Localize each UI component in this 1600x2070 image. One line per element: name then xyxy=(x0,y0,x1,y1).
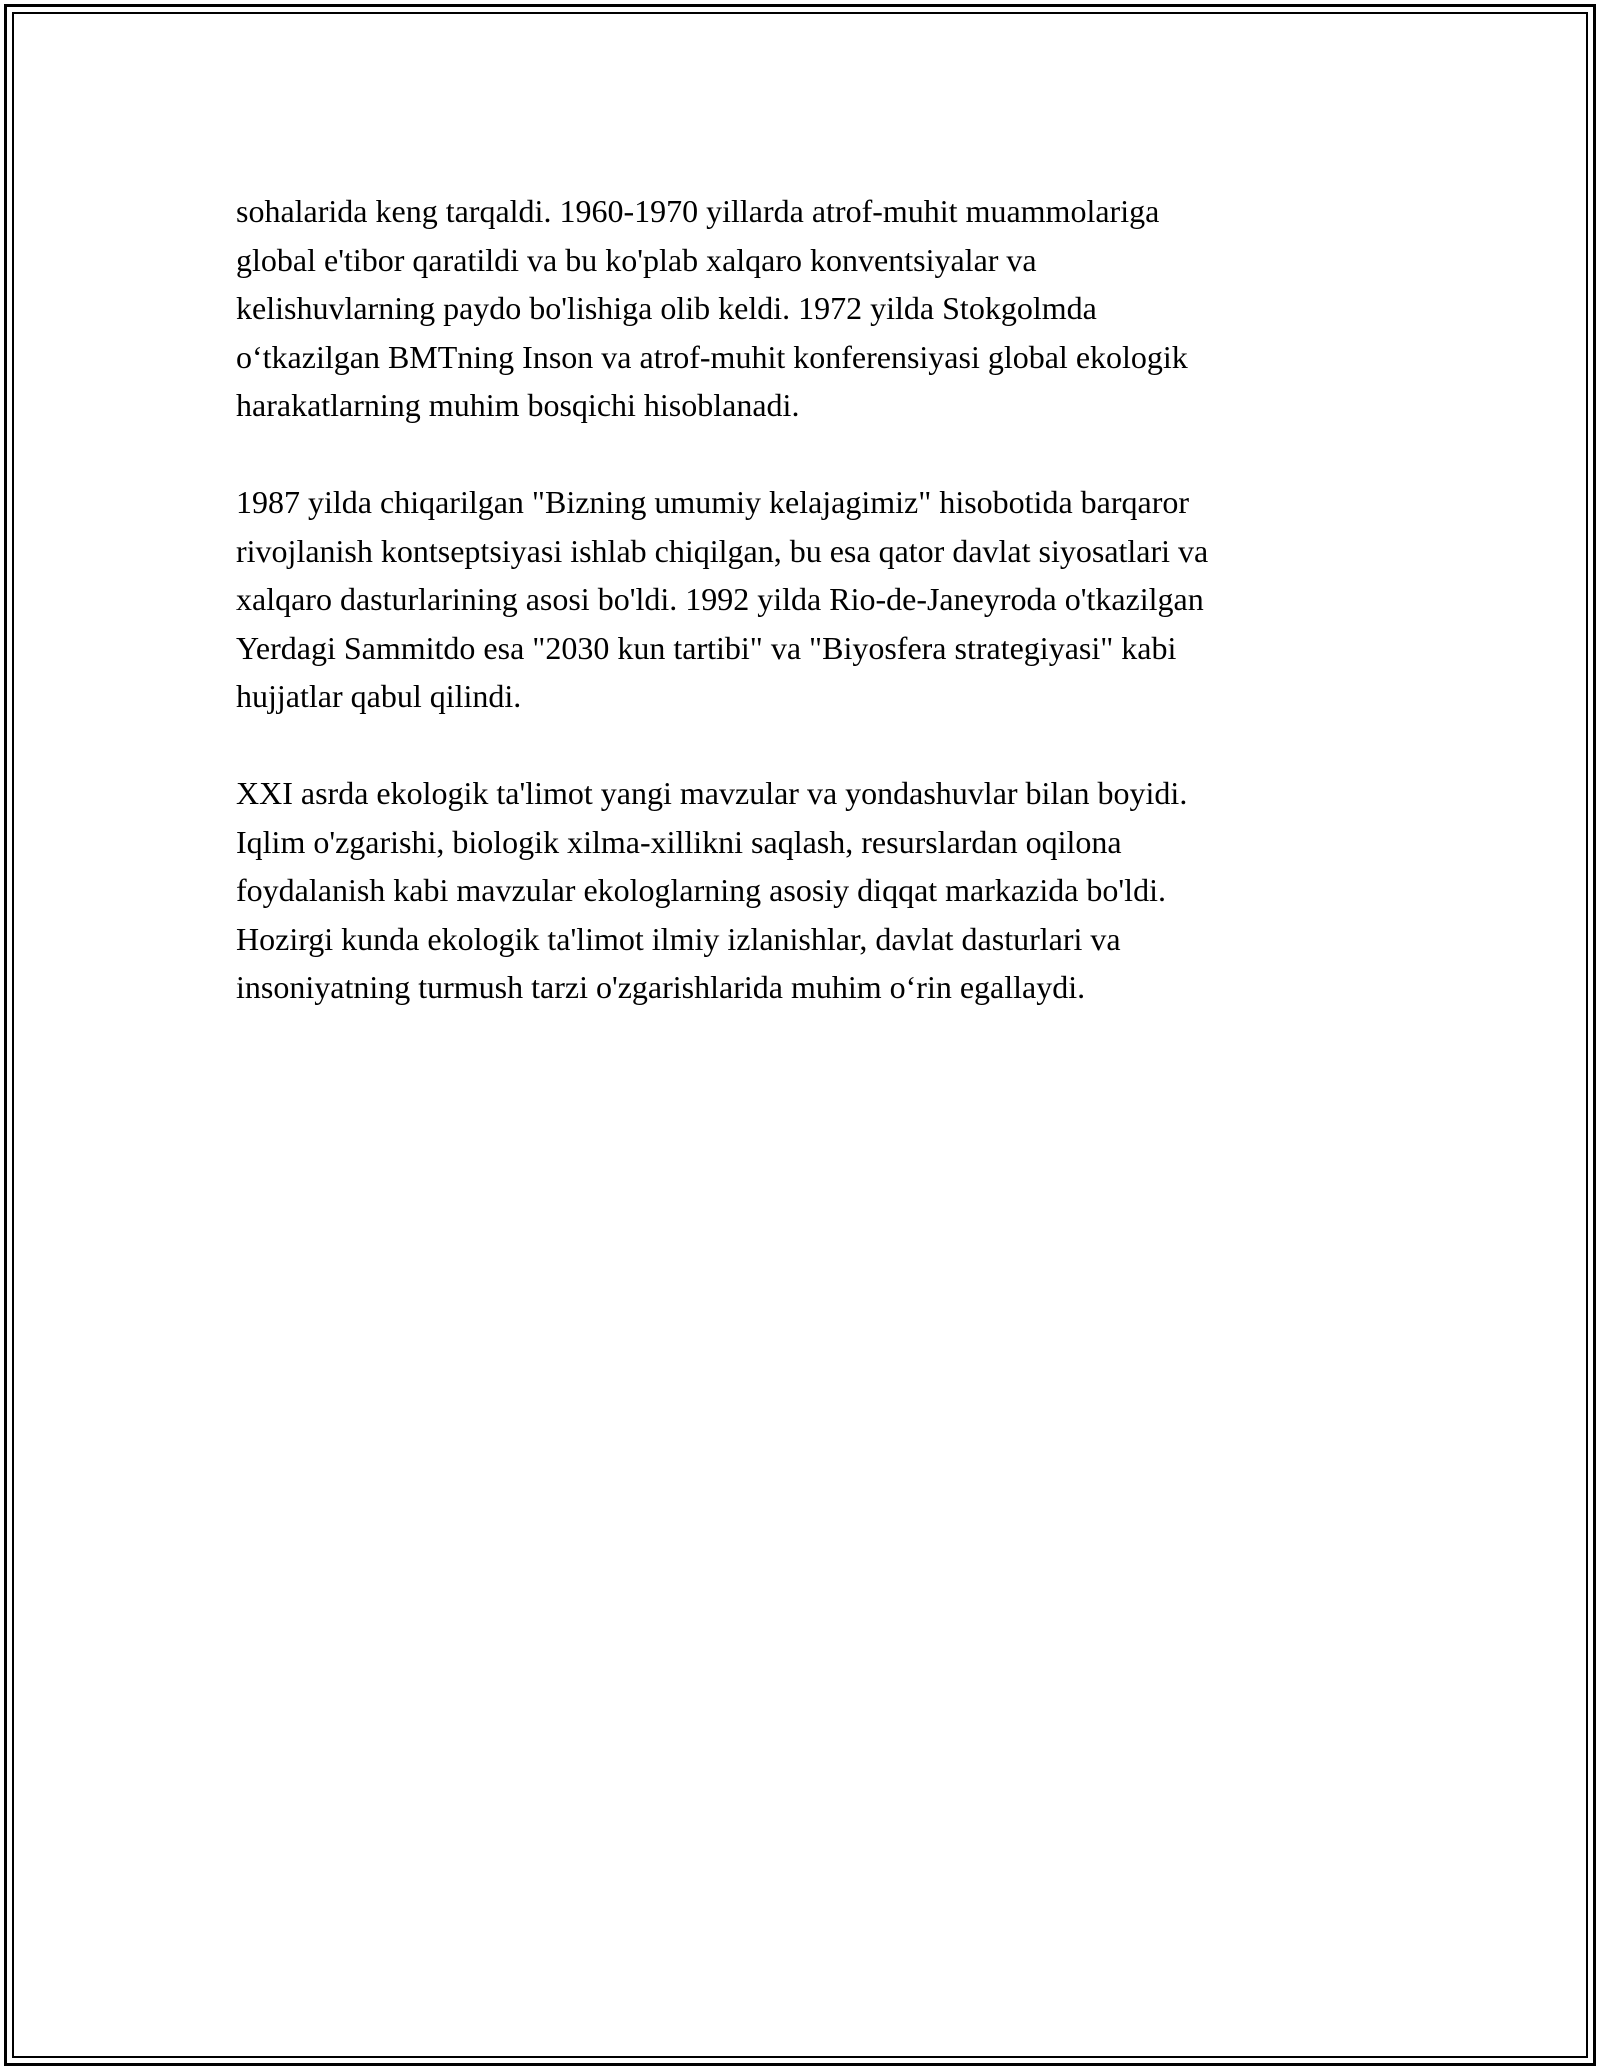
text-line: Iqlim o'zgarishi, biologik xilma-xillikni saqlash, resurslardan oqilona xyxy=(236,823,1122,860)
text-line: XXI asrda ekologik ta'limot yangi mavzular va yondashuvlar bilan boyidi. xyxy=(236,775,1188,811)
text-line: foydalanish kabi mavzular ekologlarning asosiy diqqat markazida bo'ldi. xyxy=(236,872,1166,908)
paragraph-3 xyxy=(236,769,1376,1012)
text-line: harakatlarning muhim bosqichi hisoblanadi. xyxy=(236,387,800,423)
document-body xyxy=(236,187,1376,1060)
text-line: xalqaro dasturlarining asosi bo'ldi. 1992 yilda Rio-de-Janeyroda o'tkazilgan xyxy=(236,581,1204,617)
paragraph-2 xyxy=(236,478,1376,721)
text-line: Hozirgi kunda ekologik ta'limot ilmiy izlanishlar, davlat dasturlari va xyxy=(236,920,1121,957)
text-line: global e'tibor qaratildi va bu ko'plab xalqaro konventsiyalar va xyxy=(236,241,1037,278)
paragraph-1 xyxy=(236,187,1376,430)
text-line: kelishuvlarning paydo bo'lishiga olib keldi. 1972 yilda Stokgolmda xyxy=(236,290,1097,326)
text-line: hujjatlar qabul qilindi. xyxy=(236,678,522,714)
text-line: 1987 yilda chiqarilgan "Bizning umumiy kelajagimiz" hisobotida barqaror xyxy=(236,484,1190,520)
text-line: Yerdagi Sammitdo esa "2030 kun tartibi" va "Biyosfera strategiyasi" kabi xyxy=(236,629,1177,666)
text-line: rivojlanish kontseptsiyasi ishlab chiqilgan, bu esa qator davlat siyosatlari va xyxy=(236,532,1209,569)
text-line: insoniyatning turmush tarzi o'zgarishlarida muhim oʻrin egallaydi. xyxy=(236,969,1086,1005)
text-line: sohalarida keng tarqaldi. 1960-1970 yillarda atrof-muhit muammolariga xyxy=(236,193,1160,229)
text-line: oʻtkazilgan BMTning Inson va atrof-muhit konferensiyasi global ekologik xyxy=(236,338,1188,375)
